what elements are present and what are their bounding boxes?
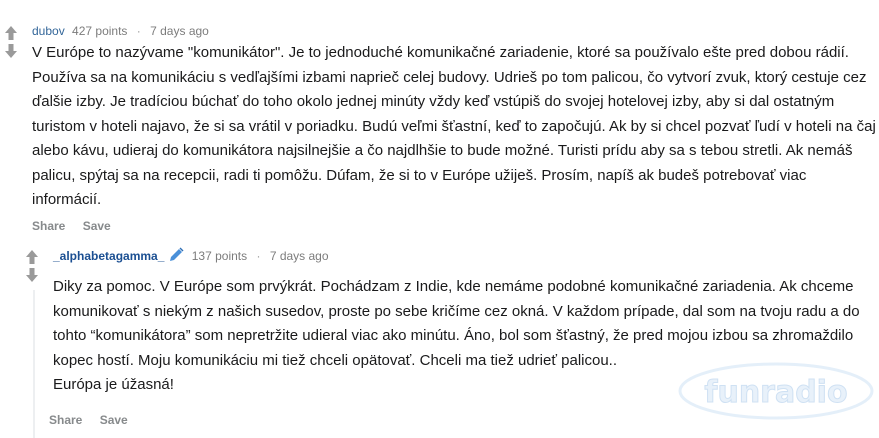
username-link[interactable]: _alphabetagamma_ — [53, 249, 165, 263]
thread-line[interactable] — [33, 290, 35, 438]
vote-arrows — [26, 250, 40, 282]
upvote-arrow-icon[interactable] — [26, 250, 38, 264]
score: 427 points — [72, 24, 128, 38]
timestamp[interactable]: 7 days ago — [269, 249, 329, 263]
share-button[interactable]: Share — [49, 413, 83, 427]
comment-text: Európa je úžasná! — [53, 376, 174, 393]
share-button[interactable]: Share — [32, 219, 66, 233]
comment-text: Diky za pomoc. V Európe som prvýkrát. Pochádzam z Indie, kde nemáme podobné komunikačné zariadenia. Ak chceme komunikovať s niekým z našich susedov, proste po sebe kričíme cez okná. V každom prípade, dal som na tvoju radu a do tohto “komunikátora” som nepretržite udieral viac ako minútu. Áno, bol som šťastný, že pred mojou izbou sa zhromaždilo kopec hostí. Moju komunikáciu mi tiež chceli opätovať. Chceli ma tiež udrieť palicou.. — [53, 278, 860, 369]
separator: · — [256, 249, 261, 263]
comment-actions — [49, 413, 142, 427]
timestamp[interactable]: 7 days ago — [150, 24, 209, 38]
upvote-arrow-icon[interactable] — [5, 26, 17, 40]
comment-meta — [32, 24, 209, 38]
comment-actions — [32, 219, 125, 233]
downvote-arrow-icon[interactable] — [26, 268, 38, 282]
comment-body — [32, 41, 878, 213]
score: 137 points — [191, 249, 248, 263]
vote-arrows — [5, 26, 19, 58]
funradio-watermark-logo — [676, 360, 876, 422]
save-button[interactable]: Save — [99, 413, 128, 427]
separator: · — [136, 24, 141, 38]
comment-meta — [53, 247, 329, 263]
downvote-arrow-icon[interactable] — [5, 44, 17, 58]
pencil-icon — [169, 247, 184, 262]
comment-text: V Európe to nazývame "komunikátor". Je to jednoduché komunikačné zariadenie, ktoré sa používalo ešte pred dobou rádií. Používa sa na komunikáciu s vedľajšími izbami naprieč celej budovy. Udrieš po tom palicou, čo vytvorí zvuk, ktorý cestuje cez ďalšie izby. Je tradíciou búchať do toho okolo jednej minúty vždy keď vstúpiš do svojej hotelovej izby, aby si dal ostatným turistom v hoteli najavo, že si sa vrátil v poriadku. Budú veľmi šťastní, keď to započujú. Ak by si chcel pozvať ľudí v hoteli na čaj alebo kávu, udieraj do komunikátora najsilnejšie a čo najdlhšie to bude možné. Turisti prídu aby sa s tebou stretli. Ak nemáš palicu, spýtaj sa na recepcii, radi ti pomôžu. Dúfam, že si to v Európe užiješ. Prosím, napíš ak budeš potrebovať viac informácií. — [32, 44, 876, 208]
username-link[interactable]: dubov — [32, 24, 65, 38]
save-button[interactable]: Save — [82, 219, 111, 233]
watermark-text: funradio — [704, 375, 848, 410]
